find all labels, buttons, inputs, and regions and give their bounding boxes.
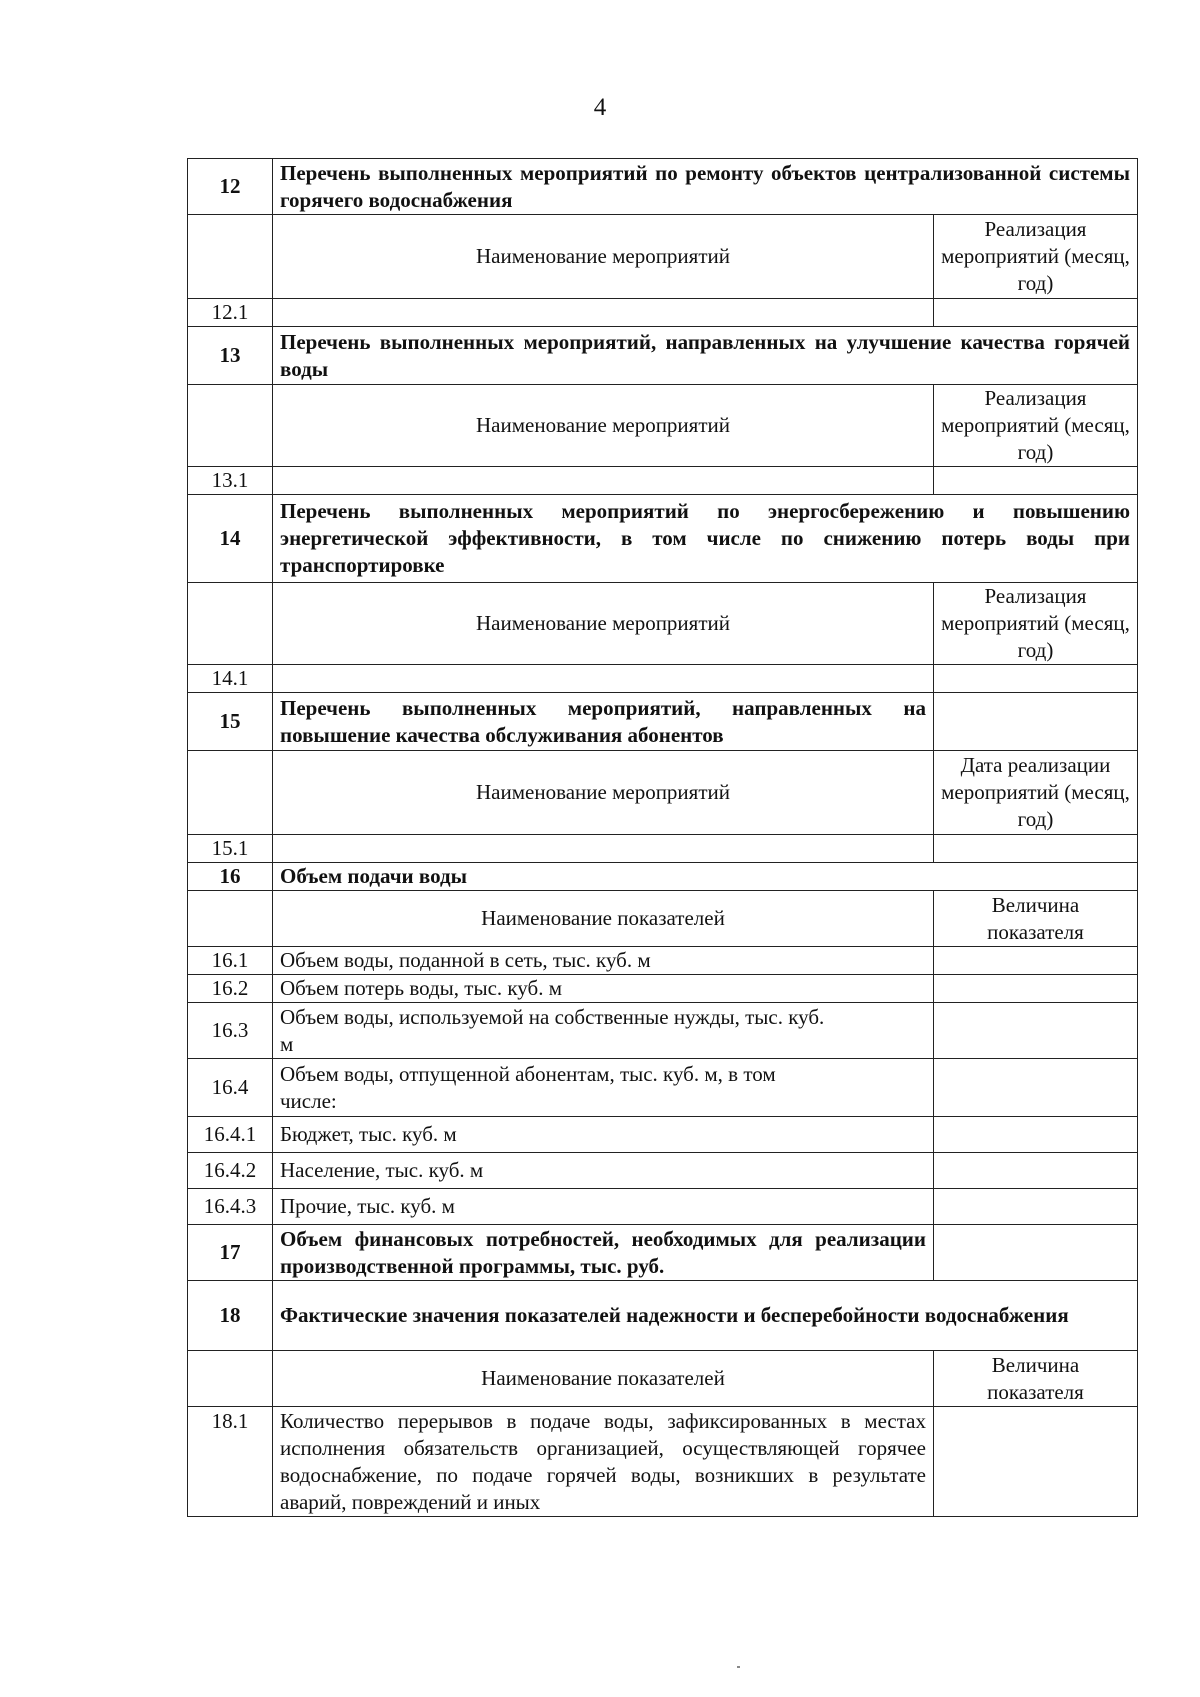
row-value-cell bbox=[934, 1059, 1138, 1117]
column-header-name: Наименование мероприятий bbox=[273, 215, 934, 299]
column-header-value: Величина показателя bbox=[934, 891, 1138, 947]
table-row bbox=[188, 1059, 1138, 1117]
section-title: Перечень выполненных мероприятий, направленных на повышение качества обслуживания абонентов bbox=[273, 693, 934, 751]
section-title: Объем финансовых потребностей, необходимых для реализации производственной программы, тыс. руб. bbox=[273, 1225, 934, 1281]
row-value-cell bbox=[934, 1153, 1138, 1189]
column-header-name: Наименование показателей bbox=[273, 1351, 934, 1407]
section-number: 17 bbox=[188, 1225, 273, 1281]
section-row-12 bbox=[188, 159, 1138, 215]
row-number: 16.4.3 bbox=[188, 1189, 273, 1225]
empty-cell bbox=[188, 891, 273, 947]
column-header-name: Наименование показателей bbox=[273, 891, 934, 947]
section-number: 13 bbox=[188, 327, 273, 385]
column-header-value: Реализация мероприятий (месяц, год) bbox=[934, 215, 1138, 299]
section-number: 14 bbox=[188, 495, 273, 583]
section-number: 18 bbox=[188, 1281, 273, 1351]
column-header-value: Дата реализации мероприятий (месяц, год) bbox=[934, 751, 1138, 835]
row-label-cell bbox=[273, 835, 934, 863]
scan-speck bbox=[737, 1666, 740, 1668]
row-number: 16.1 bbox=[188, 947, 273, 975]
row-value-cell bbox=[934, 1189, 1138, 1225]
row-value-cell bbox=[934, 693, 1138, 751]
row-value-cell bbox=[934, 665, 1138, 693]
column-header-row bbox=[188, 1351, 1138, 1407]
empty-cell bbox=[188, 385, 273, 467]
row-value-cell bbox=[934, 975, 1138, 1003]
column-header-row bbox=[188, 215, 1138, 299]
table-row bbox=[188, 1117, 1138, 1153]
empty-cell bbox=[188, 583, 273, 665]
row-label: Объем потерь воды, тыс. куб. м bbox=[273, 975, 934, 1003]
column-header-value: Реализация мероприятий (месяц, год) bbox=[934, 583, 1138, 665]
column-header-name: Наименование мероприятий bbox=[273, 583, 934, 665]
table-row bbox=[188, 835, 1138, 863]
section-row-13 bbox=[188, 327, 1138, 385]
column-header-value: Величина показателя bbox=[934, 1351, 1138, 1407]
table-row bbox=[188, 1153, 1138, 1189]
row-number: 14.1 bbox=[188, 665, 273, 693]
row-label: Количество перерывов в подаче воды, зафиксированных в местах исполнения обязательств организацией, осуществляющей горячее водоснабжение, по подаче горячей воды, возникших в результате аварий, повреждений и иных bbox=[273, 1407, 934, 1517]
column-header-value: Реализация мероприятий (месяц, год) bbox=[934, 385, 1138, 467]
column-header-name: Наименование мероприятий bbox=[273, 751, 934, 835]
row-label: Объем воды, отпущенной абонентам, тыс. куб. м, в том числе: bbox=[273, 1059, 934, 1117]
column-header-name: Наименование мероприятий bbox=[273, 385, 934, 467]
row-label: Объем воды, используемой на собственные нужды, тыс. куб. м bbox=[273, 1003, 934, 1059]
table-row bbox=[188, 1003, 1138, 1059]
row-label-cell bbox=[273, 665, 934, 693]
table-row bbox=[188, 947, 1138, 975]
section-row-14 bbox=[188, 495, 1138, 583]
table-row bbox=[188, 1407, 1138, 1517]
page-number: 4 bbox=[593, 94, 607, 121]
section-number: 15 bbox=[188, 693, 273, 751]
table-row bbox=[188, 467, 1138, 495]
row-number: 16.4.1 bbox=[188, 1117, 273, 1153]
row-number: 12.1 bbox=[188, 299, 273, 327]
row-value-cell bbox=[934, 947, 1138, 975]
row-number: 16.2 bbox=[188, 975, 273, 1003]
section-number: 12 bbox=[188, 159, 273, 215]
row-value-cell bbox=[934, 1003, 1138, 1059]
row-value-cell bbox=[934, 1225, 1138, 1281]
row-value-cell bbox=[934, 467, 1138, 495]
section-title: Объем подачи воды bbox=[273, 863, 1138, 891]
row-label-cell bbox=[273, 299, 934, 327]
row-number: 16.4 bbox=[188, 1059, 273, 1117]
row-number: 16.4.2 bbox=[188, 1153, 273, 1189]
section-title: Фактические значения показателей надежности и бесперебойности водоснабжения bbox=[273, 1281, 1138, 1351]
section-row-17 bbox=[188, 1225, 1138, 1281]
section-row-15 bbox=[188, 693, 1138, 751]
row-label: Прочие, тыс. куб. м bbox=[273, 1189, 934, 1225]
column-header-row bbox=[188, 583, 1138, 665]
row-number: 15.1 bbox=[188, 835, 273, 863]
row-value-cell bbox=[934, 299, 1138, 327]
row-label: Население, тыс. куб. м bbox=[273, 1153, 934, 1189]
row-number: 16.3 bbox=[188, 1003, 273, 1059]
column-header-row bbox=[188, 385, 1138, 467]
table-row bbox=[188, 299, 1138, 327]
report-table bbox=[187, 158, 1138, 1517]
table-row bbox=[188, 1189, 1138, 1225]
table-row bbox=[188, 975, 1138, 1003]
empty-cell bbox=[188, 1351, 273, 1407]
row-value-cell bbox=[934, 1117, 1138, 1153]
section-row-18 bbox=[188, 1281, 1138, 1351]
row-number: 13.1 bbox=[188, 467, 273, 495]
section-title: Перечень выполненных мероприятий по энергосбережению и повышению энергетической эффективности, в том числе по снижению потерь воды при транспортировке bbox=[273, 495, 1138, 583]
table-row bbox=[188, 665, 1138, 693]
section-title: Перечень выполненных мероприятий, направленных на улучшение качества горячей воды bbox=[273, 327, 1138, 385]
row-number: 18.1 bbox=[188, 1407, 273, 1517]
empty-cell bbox=[188, 751, 273, 835]
row-label: Бюджет, тыс. куб. м bbox=[273, 1117, 934, 1153]
section-title: Перечень выполненных мероприятий по ремонту объектов централизованной системы горячего водоснабжения bbox=[273, 159, 1138, 215]
row-value-cell bbox=[934, 1407, 1138, 1517]
section-number: 16 bbox=[188, 863, 273, 891]
column-header-row bbox=[188, 891, 1138, 947]
section-row-16 bbox=[188, 863, 1138, 891]
empty-cell bbox=[188, 215, 273, 299]
row-label: Объем воды, поданной в сеть, тыс. куб. м bbox=[273, 947, 934, 975]
row-label-cell bbox=[273, 467, 934, 495]
column-header-row bbox=[188, 751, 1138, 835]
row-value-cell bbox=[934, 835, 1138, 863]
